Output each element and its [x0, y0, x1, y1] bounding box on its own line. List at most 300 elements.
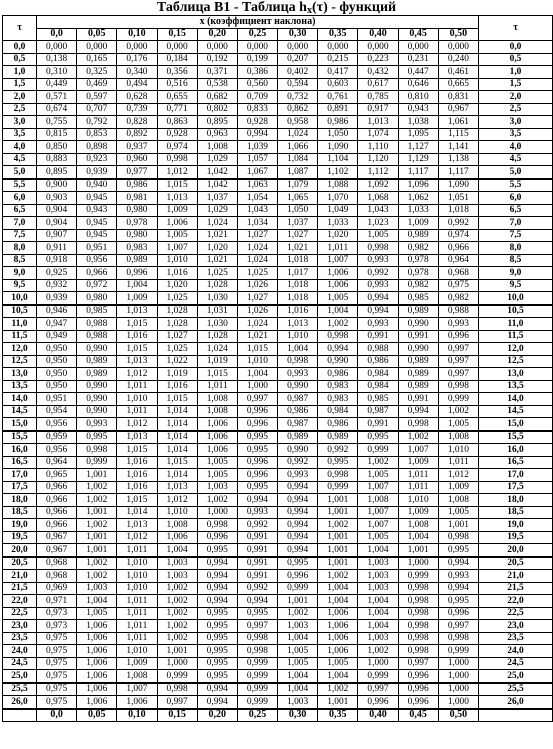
- value-cell: 1,002: [318, 318, 358, 331]
- tau-cell-right: 18,0: [479, 494, 553, 507]
- value-cell: 1,104: [318, 153, 358, 166]
- value-cell: 0,996: [237, 405, 277, 418]
- tau-cell-left: 22,5: [3, 607, 37, 620]
- value-cell: 1,049: [318, 204, 358, 217]
- value-cell: 1,016: [157, 380, 197, 393]
- tau-cell-right: 24,0: [479, 645, 553, 658]
- value-cell: 1,016: [117, 330, 157, 343]
- value-cell: 0,925: [37, 267, 77, 280]
- tau-cell-right: 10,5: [479, 305, 553, 318]
- value-cell: 1,005: [358, 469, 398, 482]
- value-cell: 0,994: [398, 405, 438, 418]
- x-column-footer-cell: 0,50: [438, 709, 478, 722]
- value-cell: 0,469: [77, 78, 117, 91]
- value-cell: 0,999: [438, 645, 478, 658]
- value-cell: 1,004: [117, 279, 157, 292]
- value-cell: 1,003: [278, 696, 318, 709]
- value-cell: 0,997: [237, 620, 277, 633]
- value-cell: 1,011: [438, 456, 478, 469]
- tau-cell-left: 17,0: [3, 469, 37, 482]
- value-cell: 1,024: [237, 242, 277, 255]
- value-cell: 0,992: [278, 456, 318, 469]
- tau-cell-right: 19,0: [479, 519, 553, 532]
- value-cell: 1,001: [77, 531, 117, 544]
- value-cell: 1,017: [278, 267, 318, 280]
- x-column-footer-cell: 0,05: [77, 709, 117, 722]
- value-cell: 0,973: [37, 620, 77, 633]
- value-cell: 0,707: [77, 103, 117, 116]
- value-cell: 1,006: [77, 632, 117, 645]
- value-cell: 1,002: [398, 431, 438, 444]
- value-cell: 0,993: [358, 279, 398, 292]
- value-cell: 1,009: [117, 657, 157, 670]
- value-cell: 0,998: [157, 683, 197, 696]
- value-cell: 1,003: [157, 557, 197, 570]
- tau-cell-right: 8,5: [479, 254, 553, 267]
- x-column-header: 0,40: [358, 28, 398, 41]
- value-cell: 0,386: [237, 66, 277, 79]
- tau-cell-right: 14,5: [479, 405, 553, 418]
- value-cell: 1,008: [197, 141, 237, 154]
- value-cell: 1,006: [77, 683, 117, 696]
- tau-cell-right: 7,0: [479, 217, 553, 230]
- tau-cell-left: 25,0: [3, 670, 37, 683]
- value-cell: 0,989: [398, 305, 438, 318]
- table-row: [3, 380, 553, 393]
- tau-cell-right: 24,5: [479, 657, 553, 670]
- tau-cell-left: 25,5: [3, 683, 37, 696]
- value-cell: 0,992: [438, 217, 478, 230]
- value-cell: 1,022: [157, 355, 197, 368]
- value-cell: 0,950: [37, 380, 77, 393]
- value-cell: 0,900: [37, 179, 77, 192]
- value-cell: 1,129: [398, 153, 438, 166]
- table-row: [3, 405, 553, 418]
- value-cell: 0,985: [358, 393, 398, 406]
- value-cell: 0,989: [278, 431, 318, 444]
- tau-cell-right: 5,0: [479, 166, 553, 179]
- value-cell: 0,966: [37, 519, 77, 532]
- value-cell: 0,996: [278, 570, 318, 583]
- value-cell: 0,999: [278, 582, 318, 595]
- x-column-footer-cell: 0,20: [197, 709, 237, 722]
- value-cell: 1,011: [117, 380, 157, 393]
- value-cell: 1,002: [77, 519, 117, 532]
- value-cell: 0,994: [358, 305, 398, 318]
- value-cell: 1,010: [117, 645, 157, 658]
- tau-cell-right: 2,5: [479, 103, 553, 116]
- value-cell: 0,966: [438, 242, 478, 255]
- value-cell: 0,176: [117, 53, 157, 66]
- value-cell: 1,000: [438, 683, 478, 696]
- value-cell: 1,010: [117, 393, 157, 406]
- value-cell: 1,010: [157, 254, 197, 267]
- value-cell: 0,987: [358, 405, 398, 418]
- value-cell: 1,011: [117, 595, 157, 608]
- value-cell: 1,096: [398, 179, 438, 192]
- tau-cell-left: 20,0: [3, 544, 37, 557]
- value-cell: 0,998: [197, 519, 237, 532]
- value-cell: 0,996: [398, 683, 438, 696]
- value-cell: 1,011: [398, 469, 438, 482]
- value-cell: 1,030: [197, 292, 237, 305]
- value-cell: 1,005: [197, 456, 237, 469]
- value-cell: 0,995: [197, 607, 237, 620]
- x-column-footer-cell: 0,15: [157, 709, 197, 722]
- value-cell: 1,005: [358, 229, 398, 242]
- value-cell: 0,978: [117, 217, 157, 230]
- table-row: [3, 683, 553, 696]
- value-cell: 1,015: [117, 318, 157, 331]
- title-prefix: Таблица В1 - Таблица h: [156, 0, 307, 15]
- value-cell: 1,020: [197, 242, 237, 255]
- row-group: [3, 41, 553, 179]
- value-cell: 1,005: [318, 657, 358, 670]
- value-cell: 1,001: [77, 469, 117, 482]
- value-cell: 1,112: [358, 166, 398, 179]
- value-cell: 1,002: [77, 557, 117, 570]
- value-cell: 0,755: [37, 116, 77, 129]
- value-cell: 0,883: [37, 153, 77, 166]
- value-cell: 1,002: [318, 683, 358, 696]
- value-cell: 1,010: [117, 582, 157, 595]
- value-cell: 1,006: [197, 418, 237, 431]
- tau-cell-left: 20,5: [3, 557, 37, 570]
- value-cell: 0,892: [117, 128, 157, 141]
- value-cell: 1,027: [278, 229, 318, 242]
- tau-cell-left: 10,5: [3, 305, 37, 318]
- table-row: [3, 305, 553, 318]
- value-cell: 0,850: [37, 141, 77, 154]
- tau-cell-right: 19,5: [479, 531, 553, 544]
- value-cell: 0,997: [358, 683, 398, 696]
- value-cell: 0,993: [237, 506, 277, 519]
- value-cell: 1,001: [157, 645, 197, 658]
- value-cell: 0,665: [438, 78, 478, 91]
- value-cell: 0,993: [358, 254, 398, 267]
- value-cell: 0,831: [438, 91, 478, 104]
- table-row: [3, 242, 553, 255]
- tau-cell-left: 16,0: [3, 444, 37, 457]
- value-cell: 0,958: [278, 116, 318, 129]
- value-cell: 0,207: [278, 53, 318, 66]
- value-cell: 0,991: [398, 393, 438, 406]
- tau-cell-left: 9,5: [3, 279, 37, 292]
- value-cell: 1,006: [157, 531, 197, 544]
- value-cell: 0,989: [398, 229, 438, 242]
- tau-cell-right: 26,0: [479, 696, 553, 709]
- value-cell: 1,043: [237, 204, 277, 217]
- table-row: [3, 444, 553, 457]
- x-column-footer: [3, 709, 553, 722]
- value-cell: 0,994: [197, 696, 237, 709]
- value-cell: 1,002: [318, 570, 358, 583]
- value-cell: 0,994: [278, 506, 318, 519]
- value-cell: 0,971: [37, 595, 77, 608]
- value-cell: 0,980: [117, 229, 157, 242]
- value-cell: 0,995: [197, 670, 237, 683]
- value-cell: 1,092: [358, 179, 398, 192]
- value-cell: 0,991: [237, 544, 277, 557]
- row-group: [3, 179, 553, 305]
- tau-cell-right: 15,0: [479, 418, 553, 431]
- value-cell: 0,993: [358, 318, 398, 331]
- table-row: [3, 469, 553, 482]
- value-cell: 1,090: [438, 179, 478, 192]
- value-cell: 1,002: [358, 456, 398, 469]
- value-cell: 0,988: [77, 330, 117, 343]
- value-cell: 1,004: [278, 683, 318, 696]
- x-column-header: 0,30: [278, 28, 318, 41]
- value-cell: 1,117: [398, 166, 438, 179]
- value-cell: 0,975: [37, 657, 77, 670]
- tau-cell-left: 12,5: [3, 355, 37, 368]
- tau-cell-left: 23,5: [3, 632, 37, 645]
- tau-cell-left: 5,0: [3, 166, 37, 179]
- value-cell: 1,008: [157, 519, 197, 532]
- value-cell: 1,000: [157, 657, 197, 670]
- value-cell: 1,004: [157, 544, 197, 557]
- value-cell: 1,026: [237, 305, 277, 318]
- value-cell: 1,012: [157, 494, 197, 507]
- value-cell: 0,989: [398, 355, 438, 368]
- value-cell: 0,810: [398, 91, 438, 104]
- value-cell: 0,995: [438, 595, 478, 608]
- value-cell: 1,013: [278, 318, 318, 331]
- value-cell: 0,996: [398, 670, 438, 683]
- table-row: [3, 393, 553, 406]
- x-column-header: 0,0: [37, 28, 77, 41]
- tau-cell-right: 13,5: [479, 380, 553, 393]
- value-cell: 1,000: [438, 657, 478, 670]
- value-cell: 0,995: [197, 657, 237, 670]
- value-cell: 0,998: [278, 355, 318, 368]
- value-cell: 0,956: [37, 418, 77, 431]
- tau-cell-left: 5,5: [3, 179, 37, 192]
- value-cell: 0,432: [358, 66, 398, 79]
- value-cell: 0,996: [237, 418, 277, 431]
- value-cell: 1,002: [197, 494, 237, 507]
- value-cell: 0,982: [398, 279, 438, 292]
- value-cell: 1,019: [157, 368, 197, 381]
- value-cell: 0,999: [237, 683, 277, 696]
- value-cell: 0,417: [318, 66, 358, 79]
- x-column-header: 0,10: [117, 28, 157, 41]
- value-cell: 1,001: [77, 506, 117, 519]
- value-cell: 0,997: [438, 620, 478, 633]
- value-cell: 0,968: [438, 267, 478, 280]
- table-row: [3, 192, 553, 205]
- value-cell: 1,006: [318, 267, 358, 280]
- value-cell: 0,995: [358, 431, 398, 444]
- value-cell: 0,967: [438, 103, 478, 116]
- tau-cell-right: 9,0: [479, 267, 553, 280]
- value-cell: 0,994: [197, 570, 237, 583]
- value-cell: 1,003: [197, 481, 237, 494]
- value-cell: 1,013: [117, 305, 157, 318]
- value-cell: 0,966: [37, 494, 77, 507]
- value-cell: 1,004: [278, 343, 318, 356]
- value-cell: 0,996: [237, 456, 277, 469]
- value-cell: 0,904: [37, 217, 77, 230]
- value-cell: 1,025: [157, 343, 197, 356]
- value-cell: 1,008: [197, 393, 237, 406]
- tau-cell-right: 3,5: [479, 128, 553, 141]
- value-cell: 0,998: [237, 645, 277, 658]
- table-row: [3, 557, 553, 570]
- value-cell: 1,011: [117, 607, 157, 620]
- value-cell: 1,002: [318, 519, 358, 532]
- value-cell: 1,007: [117, 683, 157, 696]
- value-cell: 0,995: [237, 444, 277, 457]
- tau-cell-left: 21,5: [3, 582, 37, 595]
- value-cell: 0,998: [358, 242, 398, 255]
- value-cell: 1,009: [117, 292, 157, 305]
- value-cell: 1,015: [237, 343, 277, 356]
- value-cell: 0,978: [398, 267, 438, 280]
- value-cell: 1,021: [237, 330, 277, 343]
- value-cell: 1,063: [237, 179, 277, 192]
- value-cell: 0,959: [37, 431, 77, 444]
- value-cell: 1,005: [278, 645, 318, 658]
- table-row: [3, 292, 553, 305]
- value-cell: 1,095: [398, 128, 438, 141]
- value-cell: 1,061: [438, 116, 478, 129]
- tau-cell-left: 14,0: [3, 393, 37, 406]
- value-cell: 0,994: [278, 481, 318, 494]
- tau-cell-right: 18,5: [479, 506, 553, 519]
- value-cell: 0,998: [398, 418, 438, 431]
- value-cell: 1,016: [117, 481, 157, 494]
- value-cell: 0,984: [318, 405, 358, 418]
- value-cell: 0,995: [318, 456, 358, 469]
- value-cell: 1,016: [157, 267, 197, 280]
- value-cell: 1,065: [278, 192, 318, 205]
- value-cell: 0,996: [237, 469, 277, 482]
- tau-cell-left: 7,0: [3, 217, 37, 230]
- value-cell: 0,940: [77, 179, 117, 192]
- value-cell: 0,977: [117, 166, 157, 179]
- value-cell: 0,199: [237, 53, 277, 66]
- value-cell: 0,998: [157, 153, 197, 166]
- value-cell: 0,943: [398, 103, 438, 116]
- value-cell: 1,000: [438, 670, 478, 683]
- value-cell: 0,223: [358, 53, 398, 66]
- value-cell: 1,012: [117, 531, 157, 544]
- tau-cell-right: 14,0: [479, 393, 553, 406]
- value-cell: 1,013: [117, 431, 157, 444]
- tau-cell-right: 25,0: [479, 670, 553, 683]
- value-cell: 0,571: [37, 91, 77, 104]
- tau-cell-left: 3,0: [3, 116, 37, 129]
- value-cell: 0,983: [318, 380, 358, 393]
- x-column-headers: [3, 28, 553, 41]
- value-cell: 1,006: [77, 670, 117, 683]
- value-cell: 0,999: [157, 670, 197, 683]
- tau-cell-left: 9,0: [3, 267, 37, 280]
- value-cell: 0,560: [237, 78, 277, 91]
- value-cell: 1,004: [278, 670, 318, 683]
- x-column-footer-cell: 0,25: [237, 709, 277, 722]
- x-column-header: 0,20: [197, 28, 237, 41]
- tau-cell-right: 0,5: [479, 53, 553, 66]
- value-cell: 0,954: [37, 405, 77, 418]
- value-cell: 0,990: [77, 405, 117, 418]
- value-cell: 1,002: [157, 607, 197, 620]
- value-cell: 0,937: [117, 141, 157, 154]
- value-cell: 0,994: [237, 128, 277, 141]
- value-cell: 1,001: [318, 696, 358, 709]
- value-cell: 1,006: [157, 217, 197, 230]
- x-column-footer-cell: 0,40: [358, 709, 398, 722]
- value-cell: 0,982: [398, 242, 438, 255]
- tau-cell-left: 12,0: [3, 343, 37, 356]
- table-row: [3, 632, 553, 645]
- value-cell: 1,024: [197, 217, 237, 230]
- value-cell: 0,999: [318, 481, 358, 494]
- value-cell: 0,461: [438, 66, 478, 79]
- value-cell: 0,995: [237, 431, 277, 444]
- tau-cell-left: 23,0: [3, 620, 37, 633]
- value-cell: 1,005: [318, 292, 358, 305]
- value-cell: 0,990: [278, 380, 318, 393]
- value-cell: 0,975: [37, 696, 77, 709]
- value-cell: 1,117: [438, 166, 478, 179]
- value-cell: 1,010: [157, 506, 197, 519]
- value-cell: 1,021: [197, 254, 237, 267]
- value-cell: 0,771: [157, 103, 197, 116]
- tau-cell-left: 18,5: [3, 506, 37, 519]
- value-cell: 1,011: [117, 544, 157, 557]
- value-cell: 1,018: [438, 204, 478, 217]
- tau-cell-left: 6,5: [3, 204, 37, 217]
- tau-cell-right: 17,5: [479, 481, 553, 494]
- value-cell: 0,965: [37, 469, 77, 482]
- value-cell: 1,010: [117, 557, 157, 570]
- value-cell: 0,975: [37, 683, 77, 696]
- value-cell: 0,945: [77, 192, 117, 205]
- table-row: [3, 431, 553, 444]
- value-cell: 1,015: [157, 179, 197, 192]
- value-cell: 0,983: [117, 242, 157, 255]
- value-cell: 0,907: [37, 229, 77, 242]
- value-cell: 1,015: [117, 494, 157, 507]
- value-cell: 0,325: [77, 66, 117, 79]
- value-cell: 0,999: [358, 444, 398, 457]
- value-cell: 1,014: [117, 506, 157, 519]
- value-cell: 0,989: [398, 380, 438, 393]
- value-cell: 1,120: [358, 153, 398, 166]
- value-cell: 0,986: [318, 116, 358, 129]
- value-cell: 1,141: [438, 141, 478, 154]
- value-cell: 1,020: [157, 279, 197, 292]
- value-cell: 0,000: [157, 41, 197, 54]
- value-cell: 1,006: [197, 431, 237, 444]
- table-row: [3, 519, 553, 532]
- value-cell: 0,997: [157, 696, 197, 709]
- value-cell: 1,006: [318, 620, 358, 633]
- value-cell: 0,993: [77, 418, 117, 431]
- tau-cell-left: 3,5: [3, 128, 37, 141]
- value-cell: 1,015: [157, 456, 197, 469]
- value-cell: 0,709: [237, 91, 277, 104]
- value-cell: 1,004: [358, 544, 398, 557]
- value-cell: 1,127: [398, 141, 438, 154]
- value-cell: 1,013: [117, 355, 157, 368]
- value-cell: 0,992: [358, 267, 398, 280]
- value-cell: 0,998: [398, 632, 438, 645]
- value-cell: 0,975: [37, 632, 77, 645]
